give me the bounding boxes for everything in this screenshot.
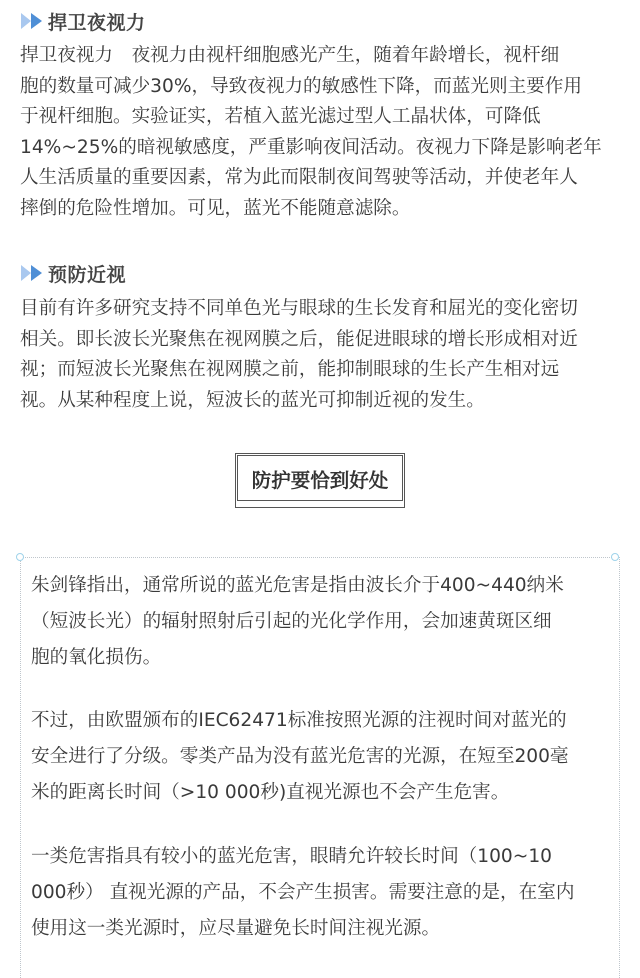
class-one-hazard-paragraph [31,839,611,947]
text-line: （短波长光）的辐射照射后引起的光化学作用，会加速黄斑区细 [31,611,552,632]
section-title: 预防近视 [48,263,127,286]
section-heading-night-vision [20,8,146,34]
text-line: 捍卫夜视力 夜视力由视杆细胞感光产生，随着年龄增长，视杆细 [20,45,560,66]
text-line: 胞的数量可减少30%，导致夜视力的敏感性下降，而蓝光则主要作用 [20,75,582,97]
text-line: 相关。即长波长光聚焦在视网膜之后，能促进眼球的增长形成相对近 [20,328,578,350]
text-line: 胞的氧化损伤。 [31,647,162,668]
banner-label: 防护要恰到好处 [251,469,389,492]
text-line: 目前有许多研究支持不同单色光与眼球的生长发育和屈光的变化密切 [20,298,578,319]
text-line: 摔倒的危险性增加。可见，蓝光不能随意滤除。 [20,197,411,219]
text-line: 人生活质量的重要因素，常为此而限制夜间驾驶等活动，并使老年人 [20,167,578,188]
double-arrow-icon [20,263,46,283]
corner-dot-left [16,553,24,561]
section-title: 捍卫夜视力 [48,11,146,34]
protection-banner [235,453,405,508]
text-line: 不过，由欧盟颁布的IEC62471标准按照光源的注视时间对蓝光的 [31,710,567,731]
myopia-paragraph [20,294,624,416]
text-line: 视。从某种程度上说，短波长的蓝光可抑制近视的发生。 [20,389,485,411]
double-arrow-icon [20,11,46,31]
text-line: 米的距离长时间（>10 000秒)直视光源也不会产生危害。 [31,782,510,803]
text-line: 14%~25%的暗视敏感度，严重影响夜间活动。夜视力下降是影响老年 [20,136,602,158]
text-line: 于视杆细胞。实验证实，若植入蓝光滤过型人工晶状体，可降低 [20,106,541,127]
corner-dot-right [611,553,619,561]
text-line: 朱剑锋指出，通常所说的蓝光危害是指由波长介于400~440纳米 [31,575,564,596]
iec-standard-paragraph [31,703,611,811]
night-vision-paragraph [20,41,624,224]
section-heading-myopia [20,260,126,286]
text-line: 视；而短波长光聚焦在视网膜之前，能抑制眼球的生长产生相对远 [20,359,560,380]
text-line: 安全进行了分级。零类产品为没有蓝光危害的光源，在短至200毫 [31,746,569,767]
text-line: 使用这一类光源时，应尽量避免长时间注视光源。 [31,918,441,939]
blue-light-hazard-paragraph [31,568,611,676]
text-line: 000秒） 直视光源的产品，不会产生损害。需要注意的是，在室内 [31,882,575,903]
text-line: 一类危害指具有较小的蓝光危害，眼睛允许较长时间（100~10 [31,846,552,867]
